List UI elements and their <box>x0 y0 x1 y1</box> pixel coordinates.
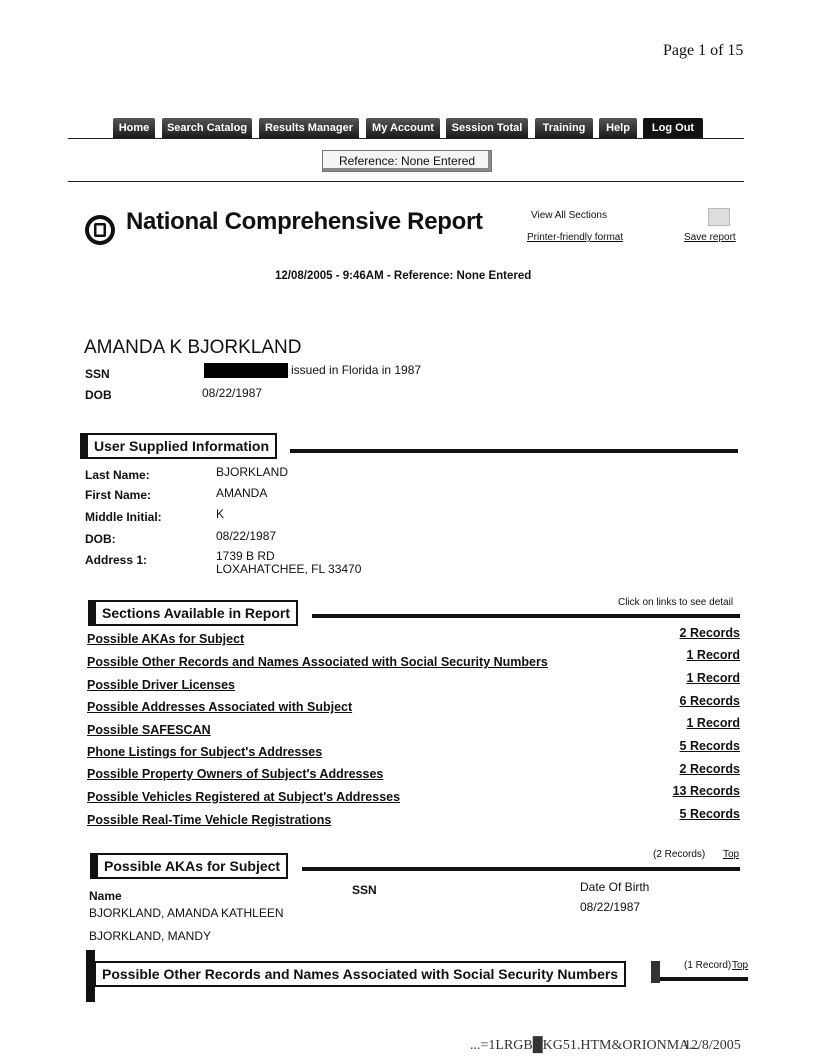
section-count-phone-listings[interactable]: 5 Records <box>679 739 740 753</box>
section-count-property-owners[interactable]: 2 Records <box>679 762 740 776</box>
akas-top-link[interactable]: Top <box>723 849 740 860</box>
report-title: National Comprehensive Report <box>126 208 483 235</box>
akas-heading: Possible AKAs for Subject <box>90 853 288 879</box>
footer-date: 12/8/2005 <box>684 1038 741 1053</box>
section-rule <box>660 977 748 981</box>
tab-results-manager[interactable]: Results Manager <box>259 118 359 138</box>
tab-training[interactable]: Training <box>535 118 593 138</box>
aka-row-1-dob: 08/22/1987 <box>580 900 641 914</box>
dob-input-label: DOB: <box>85 532 116 546</box>
address-line-2: LOXAHATCHEE, FL 33470 <box>216 562 362 576</box>
ssn-label: SSN <box>85 367 110 381</box>
report-timestamp: 12/08/2005 - 9:46AM - Reference: None Entered <box>275 270 532 282</box>
report-logo-icon <box>84 214 116 246</box>
printer-friendly-link[interactable]: Printer-friendly format <box>527 232 624 243</box>
section-link-safescan[interactable]: Possible SAFESCAN <box>87 723 211 737</box>
section-link-driver-licenses[interactable]: Possible Driver Licenses <box>87 678 235 692</box>
last-name-label: Last Name: <box>85 468 150 482</box>
save-report-link[interactable]: Save report <box>684 232 736 243</box>
aka-col-ssn: SSN <box>352 883 377 897</box>
sections-hint: Click on links to see detail <box>618 597 734 608</box>
section-cap <box>651 961 660 983</box>
section-link-akas[interactable]: Possible AKAs for Subject <box>87 632 245 646</box>
tab-my-account[interactable]: My Account <box>366 118 440 138</box>
first-name-value: AMANDA <box>216 486 268 500</box>
section-count-realtime-vehicles[interactable]: 5 Records <box>679 807 740 821</box>
save-report-icon[interactable] <box>708 208 730 226</box>
other-records-top-link[interactable]: Top <box>732 960 749 971</box>
section-count-driver-licenses[interactable]: 1 Record <box>686 671 740 685</box>
subject-name: AMANDA K BJORKLAND <box>84 337 302 358</box>
address-label: Address 1: <box>85 553 148 567</box>
address-line-1: 1739 B RD <box>216 549 275 563</box>
dob-input-value: 08/22/1987 <box>216 529 277 543</box>
section-link-addresses[interactable]: Possible Addresses Associated with Subject <box>87 700 353 714</box>
section-link-ssn-records[interactable]: Possible Other Records and Names Associated with Social Security Numbers <box>87 655 548 669</box>
ssn-redacted: 5████████ <box>204 363 288 378</box>
footer-url: ...=1LRGB█KG51.HTM&ORIONMA... <box>470 1038 700 1053</box>
page-counter: Page 1 of 15 <box>663 42 744 59</box>
sections-available-heading: Sections Available in Report <box>88 600 298 626</box>
tab-home[interactable]: Home <box>113 118 155 138</box>
section-count-akas[interactable]: 2 Records <box>679 626 740 640</box>
middle-initial-label: Middle Initial: <box>85 510 162 524</box>
dob-value: 08/22/1987 <box>202 386 263 400</box>
reference-box: Reference: None Entered <box>322 150 492 172</box>
section-link-vehicles[interactable]: Possible Vehicles Registered at Subject's Addresses <box>87 790 401 804</box>
tab-help[interactable]: Help <box>599 118 637 138</box>
section-count-safescan[interactable]: 1 Record <box>686 716 740 730</box>
section-count-addresses[interactable]: 6 Records <box>679 694 740 708</box>
tab-search-catalog[interactable]: Search Catalog <box>162 118 252 138</box>
header-divider <box>68 181 744 182</box>
section-count-ssn-records[interactable]: 1 Record <box>686 648 740 662</box>
ssn-note: issued in Florida in 1987 <box>291 363 422 377</box>
aka-col-dob: Date Of Birth <box>580 880 650 894</box>
section-count-vehicles[interactable]: 13 Records <box>672 784 740 798</box>
other-records-heading: Possible Other Records and Names Associated with Social Security Numbers <box>94 961 626 987</box>
user-supplied-heading: User Supplied Information <box>80 433 277 459</box>
tab-log-out[interactable]: Log Out <box>643 118 703 138</box>
aka-col-name: Name <box>89 889 122 903</box>
aka-row-1-name: BJORKLAND, AMANDA KATHLEEN <box>89 906 284 920</box>
first-name-label: First Name: <box>85 488 152 502</box>
aka-row-2-name: BJORKLAND, MANDY <box>89 929 212 943</box>
section-link-property-owners[interactable]: Possible Property Owners of Subject's Addresses <box>87 767 384 781</box>
section-rule <box>290 449 738 453</box>
last-name-value: BJORKLAND <box>216 465 289 479</box>
section-rule <box>302 867 740 871</box>
tab-session-total[interactable]: Session Total <box>446 118 528 138</box>
section-rule <box>312 614 740 618</box>
middle-initial-value: K <box>216 507 225 521</box>
akas-record-count: (2 Records) <box>653 849 706 860</box>
nav-divider <box>68 138 744 139</box>
dob-label: DOB <box>85 388 112 402</box>
section-link-realtime-vehicles[interactable]: Possible Real-Time Vehicle Registrations <box>87 813 332 827</box>
other-records-count: (1 Record) <box>684 960 732 971</box>
view-all-sections-link[interactable]: View All Sections <box>531 210 607 221</box>
section-link-phone-listings[interactable]: Phone Listings for Subject's Addresses <box>87 745 323 759</box>
